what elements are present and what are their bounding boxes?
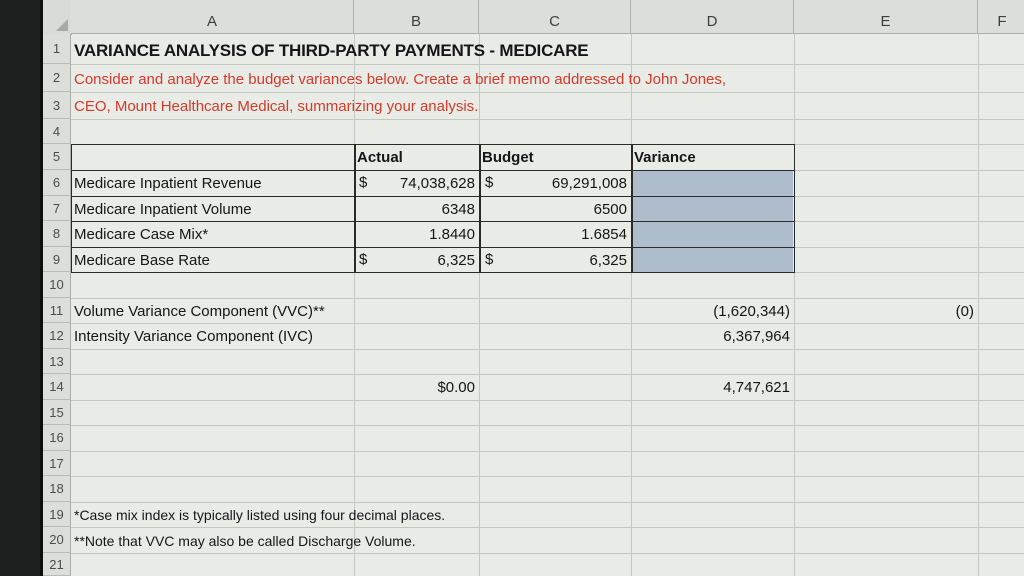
currency-symbol: $ [485,174,494,191]
row-header-16[interactable]: 16 [43,425,71,451]
select-all-triangle-icon [56,19,68,31]
actual-inpatient-volume[interactable]: 6348 [441,200,475,218]
instruction-line-1[interactable]: Consider and analyze the budget variances below. Create a brief memo addressed to John Jones, [74,70,727,88]
row-header-2[interactable]: 2 [43,64,71,92]
row-header-17[interactable]: 17 [43,451,71,476]
label-base-rate[interactable]: Medicare Base Rate [74,251,210,269]
header-variance[interactable]: Variance [634,149,696,166]
gridline [71,400,1024,401]
budget-inpatient-revenue[interactable]: 69,291,008 [551,175,627,192]
header-actual[interactable]: Actual [357,149,403,166]
label-ivc[interactable]: Intensity Variance Component (IVC) [74,328,313,345]
actual-inpatient-revenue[interactable]: 74,038,628 [399,175,475,192]
label-inpatient-volume[interactable]: Medicare Inpatient Volume [74,200,252,218]
row-header-8[interactable]: 8 [43,221,71,247]
currency-symbol: $ [485,251,494,268]
footnote-vvc[interactable]: **Note that VVC may also be called Discharge Volume. [74,532,416,549]
row-header-1[interactable]: 1 [43,34,71,64]
row-header-20[interactable]: 20 [43,527,71,553]
actual-base-rate[interactable]: 6,325 [437,251,475,269]
row-header-14[interactable]: 14 [43,374,71,400]
budget-inpatient-volume[interactable]: 6500 [593,200,627,218]
column-header-d[interactable]: D [631,0,794,34]
row14-d-value[interactable]: 4,747,621 [723,379,790,396]
gridline [71,64,1024,65]
gridline [71,425,1024,426]
sheet-title[interactable]: VARIANCE ANALYSIS OF THIRD-PARTY PAYMENTS - MEDICARE [74,41,589,60]
budget-base-rate[interactable]: 6,325 [589,251,627,269]
row-header-13[interactable]: 13 [43,349,71,374]
gridline [71,119,1024,120]
row-header-7[interactable]: 7 [43,196,71,221]
vvc-value[interactable]: (1,620,344) [713,302,790,320]
header-budget[interactable]: Budget [482,149,534,166]
label-case-mix[interactable]: Medicare Case Mix* [74,226,209,243]
budget-case-mix[interactable]: 1.6854 [581,226,627,243]
label-vvc[interactable]: Volume Variance Component (VVC)** [74,302,325,320]
gridline [71,451,1024,452]
label-inpatient-revenue[interactable]: Medicare Inpatient Revenue [74,175,262,192]
column-header-f[interactable]: F [978,0,1024,34]
column-header-a[interactable]: A [71,0,354,34]
row-header-18[interactable]: 18 [43,476,71,502]
column-header-b[interactable]: B [354,0,479,34]
row-header-15[interactable]: 15 [43,400,71,425]
row-header-10[interactable]: 10 [43,272,71,298]
gridline [71,476,1024,477]
row-header-9[interactable]: 9 [43,247,71,272]
spreadsheet-grid[interactable] [40,0,1024,576]
row-header-11[interactable]: 11 [43,298,71,323]
actual-case-mix[interactable]: 1.8440 [429,226,475,243]
gridline [71,374,1024,375]
instruction-line-2[interactable]: CEO, Mount Healthcare Medical, summarizing your analysis. [74,97,479,115]
column-header-c[interactable]: C [479,0,631,34]
row-header-3[interactable]: 3 [43,92,71,119]
vvc-extra-value[interactable]: (0) [955,302,974,320]
gridline [71,349,1024,350]
column-header-e[interactable]: E [794,0,978,34]
ivc-value[interactable]: 6,367,964 [723,328,790,345]
row-header-19[interactable]: 19 [43,502,71,527]
footnote-case-mix[interactable]: *Case mix index is typically listed using four decimal places. [74,507,446,523]
row-header-5[interactable]: 5 [43,144,71,170]
row-header-4[interactable]: 4 [43,119,71,144]
currency-symbol: $ [359,251,368,268]
select-all-corner[interactable] [43,0,72,35]
row14-b-value[interactable]: $0.00 [437,379,475,396]
gridline [978,34,979,576]
row-header-12[interactable]: 12 [43,323,71,349]
row-header-6[interactable]: 6 [43,170,71,196]
row-header-21[interactable]: 21 [43,553,71,576]
currency-symbol: $ [359,174,368,191]
gridline [71,553,1024,554]
